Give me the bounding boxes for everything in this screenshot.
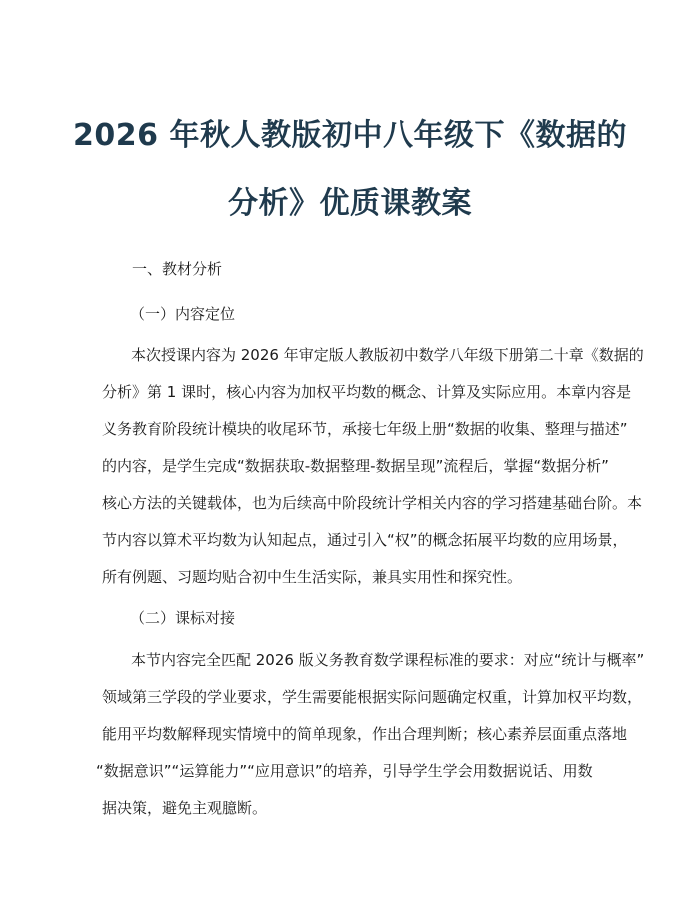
paragraph-line: “数据意识”“运算能力”“应用意识”的培养，引导学生学会用数据说话、用数 (96, 762, 593, 780)
subsection-heading-content-positioning: （一）内容定位 (130, 305, 236, 323)
paragraph-line: 所有例题、习题均贴合初中生生活实际，兼具实用性和探究性。 (102, 568, 523, 586)
paragraph-line: 义务教育阶段统计模块的收尾环节，承接七年级上册“数据的收集、整理与描述” (102, 420, 628, 438)
paragraph-line: 核心方法的关键载体，也为后续高中阶段统计学相关内容的学习搭建基础台阶。本 (102, 494, 643, 512)
paragraph-line: 节内容以算术平均数为认知起点，通过引入“权”的概念拓展平均数的应用场景， (102, 531, 628, 549)
paragraph-line: 的内容，是学生完成“数据获取-数据整理-数据呈现”流程后，掌握“数据分析” (102, 457, 609, 475)
document-title-line-1: 2026 年秋人教版初中八年级下《数据的 (73, 118, 627, 153)
document-title-line-2: 分析》优质课教案 (228, 186, 472, 221)
paragraph-line: 据决策，避免主观臆断。 (102, 799, 268, 817)
paragraph-line: 本节内容完全匹配 2026 版义务教育数学课程标准的要求：对应“统计与概率” (131, 651, 645, 669)
paragraph-line: 能用平均数解释现实情境中的简单现象，作出合理判断；核心素养层面重点落地 (102, 725, 628, 743)
section-heading-textbook-analysis: 一、教材分析 (132, 260, 223, 278)
subsection-heading-curriculum-standards: （二）课标对接 (130, 609, 236, 627)
paragraph-line: 本次授课内容为 2026 年审定版人教版初中数学八年级下册第二十章《数据的 (131, 346, 644, 364)
paragraph-line: 分析》第 1 课时，核心内容为加权平均数的概念、计算及实际应用。本章内容是 (102, 383, 632, 401)
paragraph-line: 领域第三学段的学业要求，学生需要能根据实际问题确定权重，计算加权平均数， (102, 688, 643, 706)
